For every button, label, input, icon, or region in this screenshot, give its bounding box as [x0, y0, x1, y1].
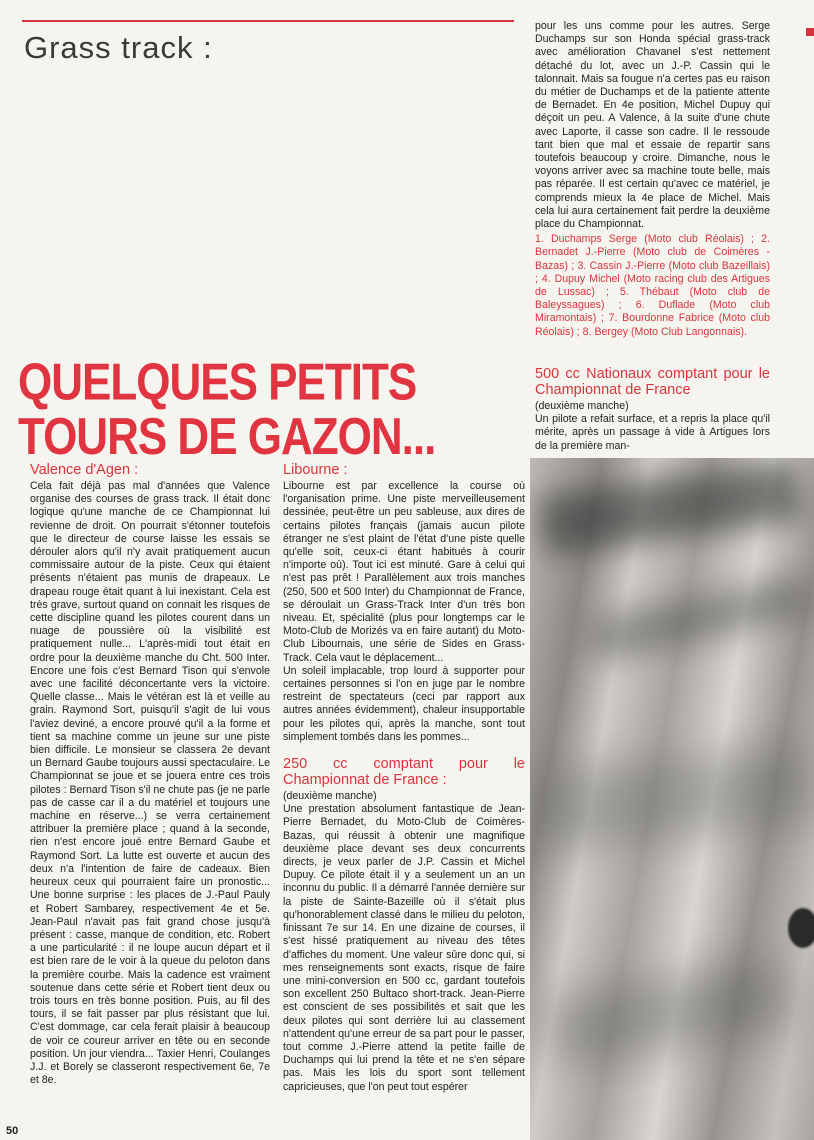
text-valence: Cela fait déjà pas mal d'années que Valence organise des courses de grass track. Il était donc logique qu'une manche de ce Championnat lui revienne de droit. On pourrait s'étonner toutefois que le directeur de course laisse les essais se dérouler alors qu'il n'y avait pratiquement aucun commissaire autour de la piste. Ceux qui étaient présents n'étaient pas munis de drapeaux. Le drapeau rouge était quant à lui inexistant. Cela est très grave, surtout quand on connait les risques de cette discipline quand les pilotes courent dans un nuage de poussière où la visibilité est pratiquement nulle... L'après-midi tout était en ordre pour la deuxième manche du Cht. 500 Inter. Encore une fois c'est Bernard Tison qui s'envole avec une facilité déconcertante vers la victoire. Quelle classe... Mais le vétéran est là et veille au grain. Raymond Sort, puisqu'il s'agit de lui vous l'aviez deviné, a encore prouvé qu'il a la forme et tient sa machine comme un jeune sur une piste bien difficile. Le monsieur se classera 2e devant un Bernard Gaube toujours aussi spectaculaire. Le Championnat se joue et se jouera entre ces trois pilotes : Bernard Tison s'il ne chute pas (je ne parle pas de casse car il a du matériel et toujours une machine en réserve...) se verra certainement attribuer la première place ; quand à la seconde, rien n'est encore joué entre Bernard Gaube et Raymond Sort. La lutte est ouverte et aucun des deux n'a l'intention de faire de cadeaux. Bien heureux ceux qui pourraient faire un pronostic... Une bonne surprise : les places de J.-Paul Pauly et Robert Sambarey, respectivement 4e et 5e. Jean-Paul n'avait pas fait grand chose jusqu'à présent : casse, manque de condition, etc. Robert a une particularité : il ne loupe aucun départ et il est bien rare de le voir à la queue du peloton dans la première courbe. Mais la cadence est vraiment soutenue dans cette série et Robert tient deux ou trois tours en très bonne position. Puis, au fil des tours, il se fait passer par plus résistant que lui. C'est dommage, car cela ferait plaisir à beaucoup de voir ce coureur arriver en tête ou en seconde position. Un jour viendra... Taxier Henri, Coulanges J.J. et Borely se classeront respectivement 6e, 7e et 8e. [30, 480, 270, 1087]
section-label: Grass track : [24, 30, 213, 65]
text-libourne-2: Un soleil implacable, trop lourd à supporter pour certaines personnes si l'on en juge par le nombre restreint de spectateurs (ceci par rapport aux autres années évidemment), chaleur insupportable pour les pilotes qui, après la manche, sont tout simplement tombés dans les pommes... [283, 664, 525, 743]
heading-250cc: 250 cc comptant pour le Championnat de France : [283, 756, 525, 789]
heading-valence: Valence d'Agen : [30, 462, 139, 478]
text-500cc: Un pilote a refait surface, et a repris la place qu'il mérite, après un passage à vide à Artigues lors de la première man- [535, 413, 770, 452]
text-right-top: pour les uns comme pour les autres. Serge Duchamps sur son Honda spécial grass-track avec amélioration Chavanel s'est nettement détaché du lot, avec un J.-P. Cassin qui le talonnait. Mais sa fougue n'a certes pas eu raison du métier de Duchamps et de la patiente attente de Bernadet. En 4e position, Michel Dupuy qui déçoit un peu. A Valence, à la suite d'une chute avec Laporte, il casse son cadre. Il le ressoude tant bien que mal et essaie de repartir sans toutefois beaucoup y croire. Dimanche, nous le voyons arriver avec sa machine toute belle, mais pas réparée. Il est certain qu'avec ce matériel, je comprends mieux la 4e place de Michel. Mais cela lui aura certainement fait perdre la deuxième place du Championnat. [535, 20, 770, 231]
heading-500cc: 500 cc Nationaux comptant pour le Championnat de France [535, 366, 770, 398]
manche-250cc: (deuxième manche) [283, 790, 377, 803]
corner-marker [806, 28, 814, 36]
column-libourne [283, 462, 525, 1094]
text-libourne: Libourne est par excellence la course où l'organisation prime. Une piste merveilleusement dessinée, peut-être un peu sableuse, aux dires de certains pilotes français (jamais aucun pilote étranger ne s'est plaint de l'état d'une piste quelle qu'elle soit, ceux-ci étant habitués à courir n'importe où). Tout ici est minuté. Gare à celui qui n'est pas prêt ! Parallèlement aux trois manches (250, 500 et 500 Inter) du Championnat de France, se déroulait un Grass-Track Inter d'un très bon niveau. Et, spécialité (plus pour longtemps car le Moto-Club de Morizés va en faire autant) du Moto-Club Libournais, une série de Sides en Grass-Track. Cela vaut le déplacement... [283, 480, 525, 664]
heading-libourne: Libourne : [283, 462, 348, 478]
column-valence [30, 462, 270, 1087]
column-right-top [535, 20, 770, 339]
results-250cc: 1. Duchamps Serge (Moto club Réolais) ; 2. Bernadet J.-Pierre (Moto club de Coimères - Bazas) ; 3. Cassin J.-Pierre (Moto club Bazeillais) ; 4. Dupuy Michel (Moto racing club des Artigues de Lussac) ; 5. Thébaut (Moto club de Baleyssagues) ; 6. Duflade (Moto club Miramontais) ; 7. Bourdonne Fabrice (Moto club Réolais) ; 8. Bergey (Moto Club Langonnais). [535, 233, 770, 338]
text-250cc: Une prestation absolument fantastique de Jean-Pierre Bernadet, du Moto-Club de Coimères-Bazas, qui réussit à obtenir une magnifique deuxième place devant ses deux concurrents directs, je veux parler de J.P. Cassin et Michel Dupuy. Ce pilote était il y a seulement un an un inconnu du public. Il a démarré l'année dernière sur la piste de Sainte-Bazeille où il s'était plus qu'honorablement classé dans le milieu du peloton, finissant 7e sur 14. En une dizaine de courses, il s'est hissé pratiquement au niveau des têtes d'affiches du moment. Une valeur sûre donc qui, si mes renseignements sont exacts, risque de faire une mini-conversion en 500 cc, gardant toutefois son excellent 250 Bultaco short-track. Jean-Pierre est conscient de ses possibilités et sait que les deux pilotes qui sont derrière lui au classement n'attendent qu'une erreur de sa part pour le passer, tout comme J.-Pierre attend la petite faille de Duchamps qui lui prend la tête et ne s'en sépare pas. Mais les lois du sport sont tellement capricieuses, que l'on peut tout espérer [283, 803, 525, 1093]
top-rule [22, 20, 514, 22]
headline: QUELQUES PETITS TOURS DE GAZON... [18, 353, 436, 466]
manche-500cc: (deuxième manche) [535, 400, 629, 412]
motorcycle-photo [530, 458, 814, 1140]
page-number: 50 [6, 1125, 19, 1137]
column-500cc [535, 366, 770, 453]
